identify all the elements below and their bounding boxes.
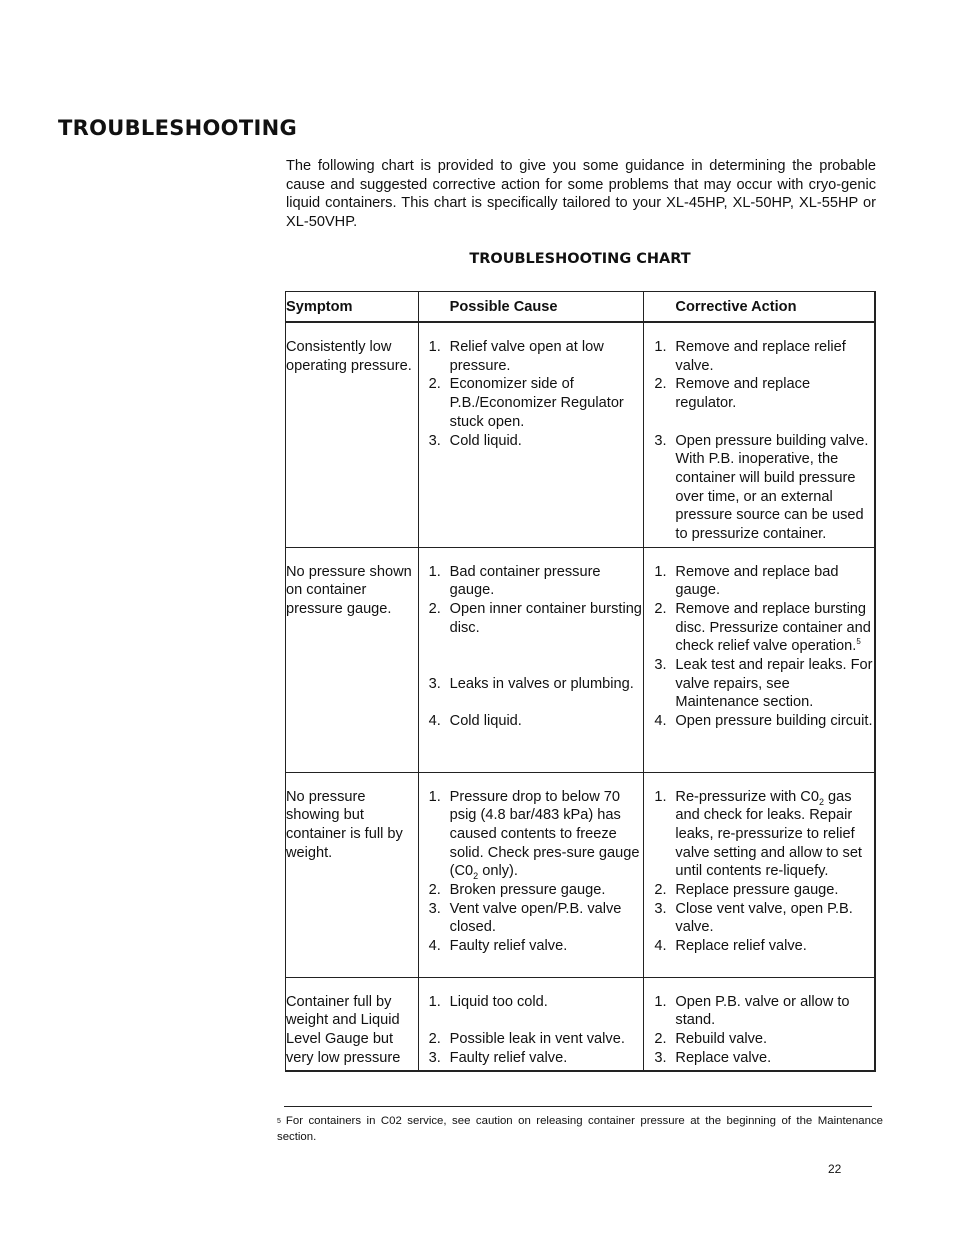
list-item: 1. Pressure drop to below 70 psig (4.8 bar/483 kPa) has caused contents to freeze solid. Check pres-sure gauge ($C0_2$ only). xyxy=(428,788,640,882)
table-row xyxy=(286,547,876,772)
list-item: 2. Replace pressure gauge. xyxy=(654,882,839,899)
list-item: 1. Re-pressurize with $C0_2$ gas and check for leaks. Repair leaks, re-pressurize to relief valve setting and allow to set until contents re-liquefy. xyxy=(654,788,862,880)
list-item: 3. Leak test and repair leaks. For valve repairs, see Maintenance section. xyxy=(654,657,873,711)
page-heading: TROUBLESHOOTING xyxy=(58,116,297,140)
footnote xyxy=(277,1114,883,1145)
list-item: 2. Possible leak in vent valve. xyxy=(428,1030,625,1047)
list-item: 1. Open P.B. valve or allow to stand. xyxy=(654,993,850,1029)
table-row xyxy=(286,772,876,977)
list-item: 2. Economizer side of P.B./Economizer Regulator stuck open. xyxy=(428,376,624,430)
cause-cell xyxy=(418,772,644,977)
list-item: 3. Open pressure building valve. With P.B. inoperative, the container will build pressure over time, or an external pressure source can be used to pressurize container. xyxy=(654,432,869,543)
list-item: 1. Remove and replace relief valve. xyxy=(654,339,846,374)
list-item: 3. Close vent valve, open P.B. valve. xyxy=(654,900,853,936)
symptom-cell: Container full by weight and Liquid Level Gauge but very low pressure xyxy=(286,977,419,1071)
list-item: 4. Faulty relief valve. xyxy=(428,938,568,955)
list-item: 1. Liquid too cold. xyxy=(428,993,548,1010)
header-possible-cause: Possible Cause xyxy=(418,292,644,323)
action-cell xyxy=(644,547,875,772)
footnote-divider xyxy=(284,1106,872,1107)
list-item: 3. Cold liquid. xyxy=(428,432,522,449)
list-item: 2. Rebuild valve. xyxy=(654,1030,768,1047)
list-item: 1. Relief valve open at low pressure. xyxy=(428,339,604,374)
list-item: 3. Leaks in valves or plumbing. xyxy=(428,675,634,692)
symptom-cell: No pressure shown on container pressure gauge. xyxy=(286,547,419,772)
header-corrective-action: Corrective Action xyxy=(644,292,875,323)
list-item: 3. Replace valve. xyxy=(654,1049,772,1066)
intro-paragraph: The following chart is provided to give you some guidance in determining the probable cause and suggested corrective action for some problems that may occur with cryo-genic liquid containers. This chart is specifically tailored to your XL-45HP, XL-50HP, XL-55HP or XL-50VHP. xyxy=(286,158,876,230)
list-item: 1. Bad container pressure gauge. xyxy=(428,563,601,599)
chart-title: TROUBLESHOOTING CHART xyxy=(469,251,691,267)
list-item: 4. Replace relief valve. xyxy=(654,938,807,955)
action-cell xyxy=(644,977,875,1071)
symptom-cell: Consistently low operating pressure. xyxy=(286,322,419,547)
footnote-mark: 5 xyxy=(277,1118,281,1125)
list-item: 3. Vent valve open/P.B. valve closed. xyxy=(428,900,622,936)
list-item: 2. Broken pressure gauge. xyxy=(428,882,606,899)
table-row xyxy=(286,977,876,1071)
footnote-text: For containers in C02 service, see caution on releasing container pressure at the beginning of the Maintenance section. xyxy=(277,1115,883,1143)
footnote-ref: 5 xyxy=(856,637,861,647)
action-cell xyxy=(644,322,875,547)
list-item: 1. Remove and replace bad gauge. xyxy=(654,563,839,599)
cause-cell xyxy=(418,977,644,1071)
list-item: 2. Open inner container bursting disc. xyxy=(428,600,642,636)
table-header-row xyxy=(286,292,876,323)
list-item: 2. Remove and replace bursting disc. Pressurize container and check relief valve operation.$^5$ xyxy=(654,600,871,655)
list-item: 2. Remove and replace regulator. xyxy=(654,376,811,412)
page-number: 22 xyxy=(828,1162,842,1176)
cause-cell xyxy=(418,322,644,547)
list-item: 4. Cold liquid. xyxy=(428,713,522,730)
header-symptom: Symptom xyxy=(286,292,419,323)
table-row xyxy=(286,322,876,547)
symptom-cell: No pressure showing but container is full by weight. xyxy=(286,772,419,977)
cause-cell xyxy=(418,547,644,772)
troubleshooting-table xyxy=(285,291,876,1072)
list-item: 3. Faulty relief valve. xyxy=(428,1049,568,1066)
list-item: 4. Open pressure building circuit. xyxy=(654,713,873,730)
action-cell xyxy=(644,772,875,977)
